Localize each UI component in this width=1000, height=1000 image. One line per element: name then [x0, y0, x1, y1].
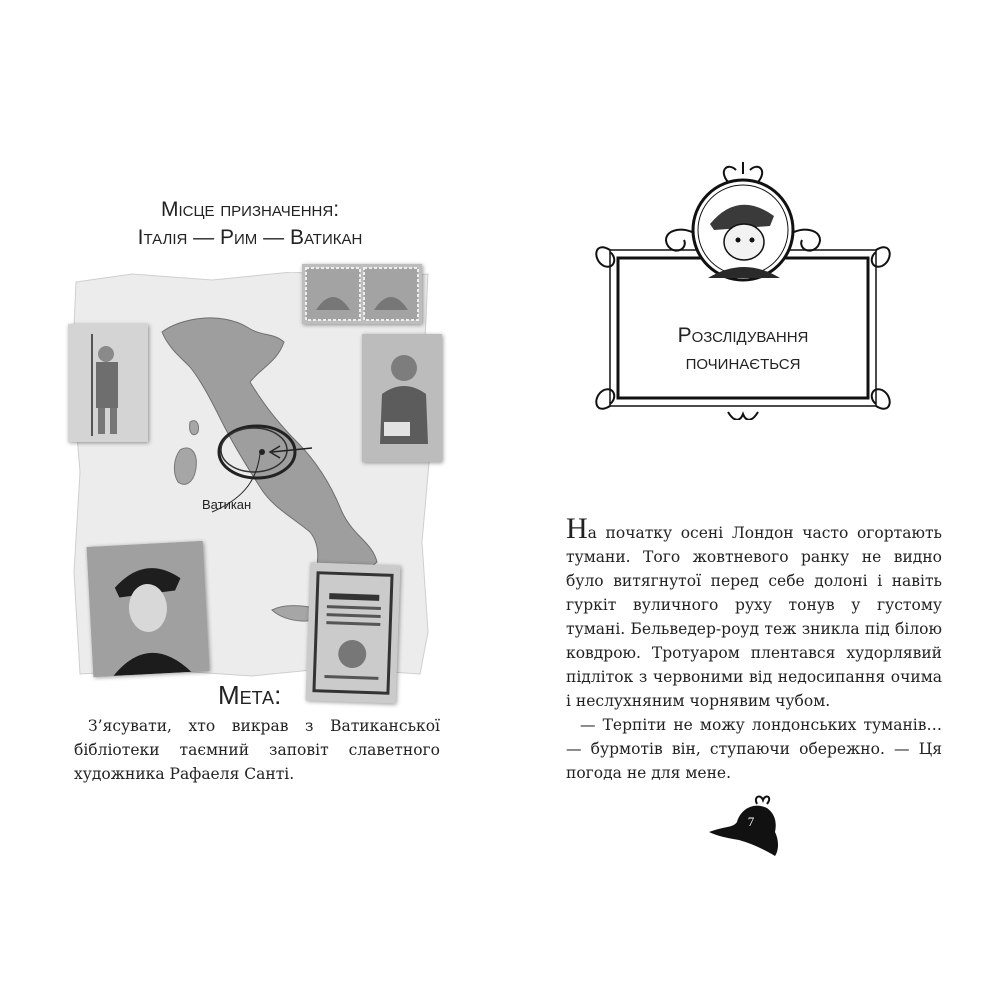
map-collage: [62, 262, 442, 702]
ornamental-chapter-frame: [588, 160, 898, 420]
le-vite-book-cover: [306, 562, 401, 703]
goal-description: З’ясувати, хто викрав з Ватиканської бібліотеки таємний заповіт славетного художника Рафаеля Санті.: [74, 717, 440, 783]
story-paragraph-1-text: а початку осені Лондон часто огортають тумани. Того жовтневого ранку не видно було витягнутої перед себе долоні і навіть гуркіт вуличного руху тонув у густому тумані. Бельведер-роуд теж зникла під білою ковдрою. Тротуаром плентався худорлявий підліток з червоними від недосипання очима і неслухняним чорнявим чубом.: [566, 524, 942, 710]
page-number-badge: [705, 792, 785, 862]
stamps-illustration: [302, 264, 422, 324]
scholar-portrait-photo: [362, 334, 442, 462]
right-page: [500, 0, 1000, 1000]
stamps-image: [302, 264, 422, 324]
goal-heading: Мета:: [218, 680, 282, 710]
destination-line-1: Місце призначення:: [160, 198, 340, 221]
scholar-illustration: [362, 334, 442, 462]
story-paragraph-1: [566, 512, 942, 713]
destination-heading: [60, 196, 440, 252]
swiss-guard-illustration: [68, 324, 148, 442]
chapter-title-line-1: Розслідування: [677, 324, 809, 347]
page-number: 7: [747, 814, 755, 829]
raphael-illustration: [87, 541, 210, 677]
swiss-guard-photo: [68, 324, 148, 442]
destination-line-2: Італія — Рим — Ватикан: [137, 226, 363, 249]
chapter-title: [610, 322, 876, 376]
drop-cap: Н: [566, 512, 588, 545]
story-paragraph-2: — Терпіти не можу лондонських туманів… — бурмотів він, ступаючи обережно. — Ця погода не для мене.: [566, 716, 942, 782]
map-label-vatican: Ватикан: [202, 497, 252, 512]
story-text: [566, 512, 942, 785]
book-cover-illustration: [306, 562, 401, 703]
chapter-title-line-2: починається: [685, 351, 801, 374]
raphael-portrait-photo: [87, 541, 210, 677]
